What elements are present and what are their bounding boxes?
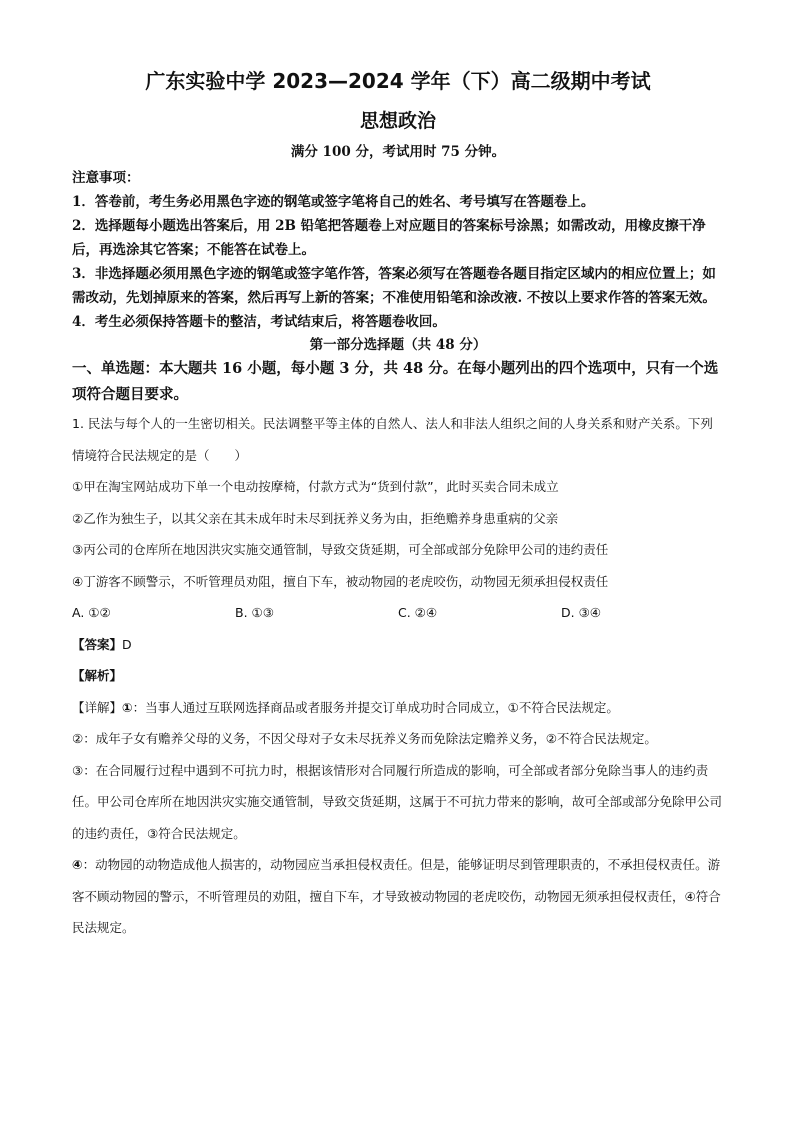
detail-4-marker: ④ xyxy=(72,857,83,872)
statement-1: ①甲在淘宝网站成功下单一个电动按摩椅，付款方式为“货到付款”，此时买卖合同未成立 xyxy=(72,479,559,494)
detail-4 xyxy=(72,849,724,944)
analysis-tag: 【解析】 xyxy=(72,668,123,683)
statement-3: ③丙公司的仓库所在地因洪灾实施交通管制，导致交货延期，可全部或部分免除甲公司的违约责任 xyxy=(72,542,609,557)
statement-2: ②乙作为独生子，以其父亲在其未成年时未尽到抚养义务为由，拒绝赡养身患重病的父亲 xyxy=(72,510,559,526)
answer-value: D xyxy=(122,636,132,652)
detail-1 xyxy=(72,692,724,724)
notice-item-4: 4．考生必须保持答题卡的整洁，考试结束后，将答题卷收回。 xyxy=(72,314,446,330)
subject-title: 思想政治 xyxy=(359,110,436,132)
option-b: B. ①③ xyxy=(235,605,274,620)
notice-item-2: 2．选择题每小题选出答案后，用 2B 铅笔把答题卷上对应题目的答案标号涂黑；如需改动，用橡皮擦干净后，再选涂其它答案；不能答在试卷上。 xyxy=(72,218,706,258)
part-title: 第一部分选择题（共 48 分） xyxy=(309,337,487,353)
answer-line xyxy=(72,629,724,661)
section-title: 一、单选题：本大题共 16 小题，每小题 3 分，共 48 分。在每小题列出的四个选项中，只有一个选项符合题目要求。 xyxy=(72,360,719,403)
score-line: 满分 100 分，考试用时 75 分钟。 xyxy=(290,144,506,160)
detail-tag: 【详解】 xyxy=(72,699,123,715)
detail-4-text: ：动物园的动物造成他人损害的，动物园应当承担侵权责任。但是，能够证明尽到管理职责的，不承担侵权责任。游客不顾动物园的警示，不听管理员的劝阻，擅自下车，才导致被动物园的老虎咬伤，动物园无须承担侵权责任，④符合民法规定。 xyxy=(72,857,721,935)
option-a: A. ①② xyxy=(72,605,111,620)
question-stem: 1. 民法与每个人的一生密切相关。民法调整平等主体的自然人、法人和非法人组织之间的人身关系和财产关系。下列情境符合民法规定的是（ ） xyxy=(72,416,713,463)
analysis-line xyxy=(72,660,724,692)
detail-1-marker: ① xyxy=(122,699,133,715)
exam-title: 广东实验中学 2023—2024 学年（下）高二级期中考试 xyxy=(145,69,651,93)
detail-2: ②：成年子女有赡养父母的义务，不因父母对子女未尽抚养义务而免除法定赡养义务，②不符合民法规定。 xyxy=(72,731,657,746)
detail-1-text: ：当事人通过互联网选择商品或者服务并提交订单成功时合同成立，①不符合民法规定。 xyxy=(132,699,619,715)
option-d: D. ③④ xyxy=(561,605,601,620)
notice-heading: 注意事项： xyxy=(72,170,140,186)
answer-options xyxy=(72,597,724,629)
statement-4: ④丁游客不顾警示，不听管理员劝阻，擅自下车，被动物园的老虎咬伤，动物园无须承担侵权责任 xyxy=(72,573,609,589)
detail-3: ③：在合同履行过程中遇到不可抗力时，根据该情形对合同履行所造成的影响，可全部或者部分免除当事人的违约责任。甲公司仓库所在地因洪灾实施交通管制，导致交货延期，这属于不可抗力带来的影响，故可全部或部分免除甲公司的违约责任，③符合民法规定。 xyxy=(72,762,723,841)
exam-page xyxy=(72,64,724,944)
answer-tag: 【答案】 xyxy=(72,636,123,652)
option-c: C. ②④ xyxy=(398,605,438,620)
notice-item-1: 1．答卷前，考生务必用黑色字迹的钢笔或签字笔将自己的姓名、考号填写在答题卷上。 xyxy=(72,194,595,210)
notice-item-3: 3．非选择题必须用黑色字迹的钢笔或签字笔作答，答案必须写在答题卷各题目指定区域内的相应位置上；如需改动，先划掉原来的答案，然后再写上新的答案；不准使用铅笔和涂改液. 不按以上要求作答的答案无效。 xyxy=(72,266,716,306)
